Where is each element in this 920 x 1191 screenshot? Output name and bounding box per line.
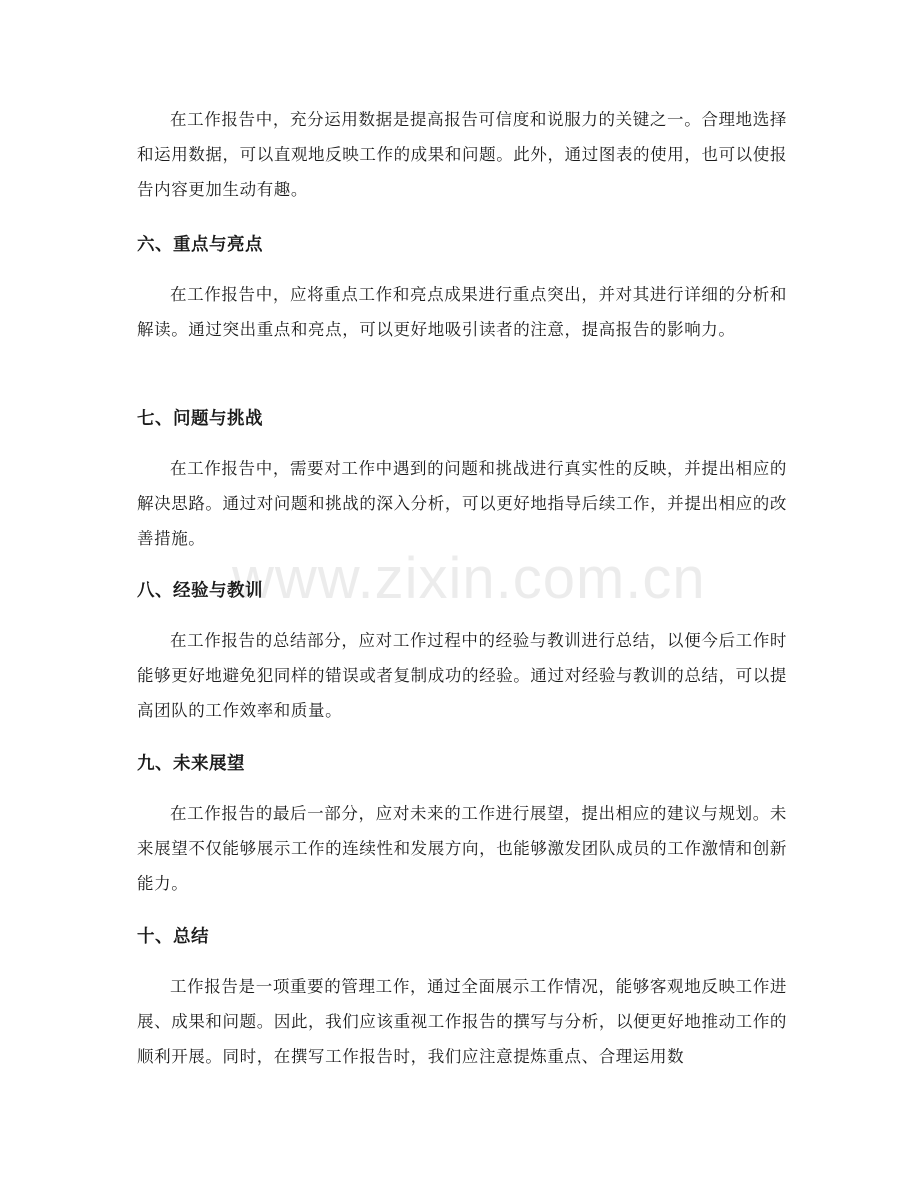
heading-section-10: 十、总结 [137,927,209,947]
paragraph-section-7: 在工作报告中，需要对工作中遇到的问题和挑战进行真实性的反映，并提出相应的解决思路。通过对问题和挑战的深入分析，可以更好地指导后续工作，并提出相应的改善措施。 [137,459,787,548]
paragraph-section-9: 在工作报告的最后一部分，应对未来的工作进行展望，提出相应的建议与规划。未来展望不仅能够展示工作的连续性和发展方向，也能够激发团队成员的工作激情和创新能力。 [137,804,787,893]
heading-section-7: 七、问题与挑战 [137,409,263,429]
heading-section-9: 九、未来展望 [137,754,245,774]
heading-section-8: 八、经验与教训 [137,581,263,601]
watermark: www.zixin.com.cn [232,546,706,611]
paragraph-data-usage: 在工作报告中，充分运用数据是提高报告可信度和说服力的关键之一。合理地选择和运用数据，可以直观地反映工作的成果和问题。此外，通过图表的使用，也可以使报告内容更加生动有趣。 [137,110,787,199]
paragraph-section-10: 工作报告是一项重要的管理工作，通过全面展示工作情况，能够客观地反映工作进展、成果和问题。因此，我们应该重视工作报告的撰写与分析，以便更好地推动工作的顺利开展。同时，在撰写工作报告时，我们应注意提炼重点、合理运用数 [137,977,787,1066]
paragraph-section-6: 在工作报告中，应将重点工作和亮点成果进行重点突出，并对其进行详细的分析和解读。通过突出重点和亮点，可以更好地吸引读者的注意，提高报告的影响力。 [137,285,787,339]
paragraph-section-8: 在工作报告的总结部分，应对工作过程中的经验与教训进行总结，以便今后工作时能够更好地避免犯同样的错误或者复制成功的经验。通过对经验与教训的总结，可以提高团队的工作效率和质量。 [137,631,787,720]
heading-section-6: 六、重点与亮点 [137,235,263,255]
